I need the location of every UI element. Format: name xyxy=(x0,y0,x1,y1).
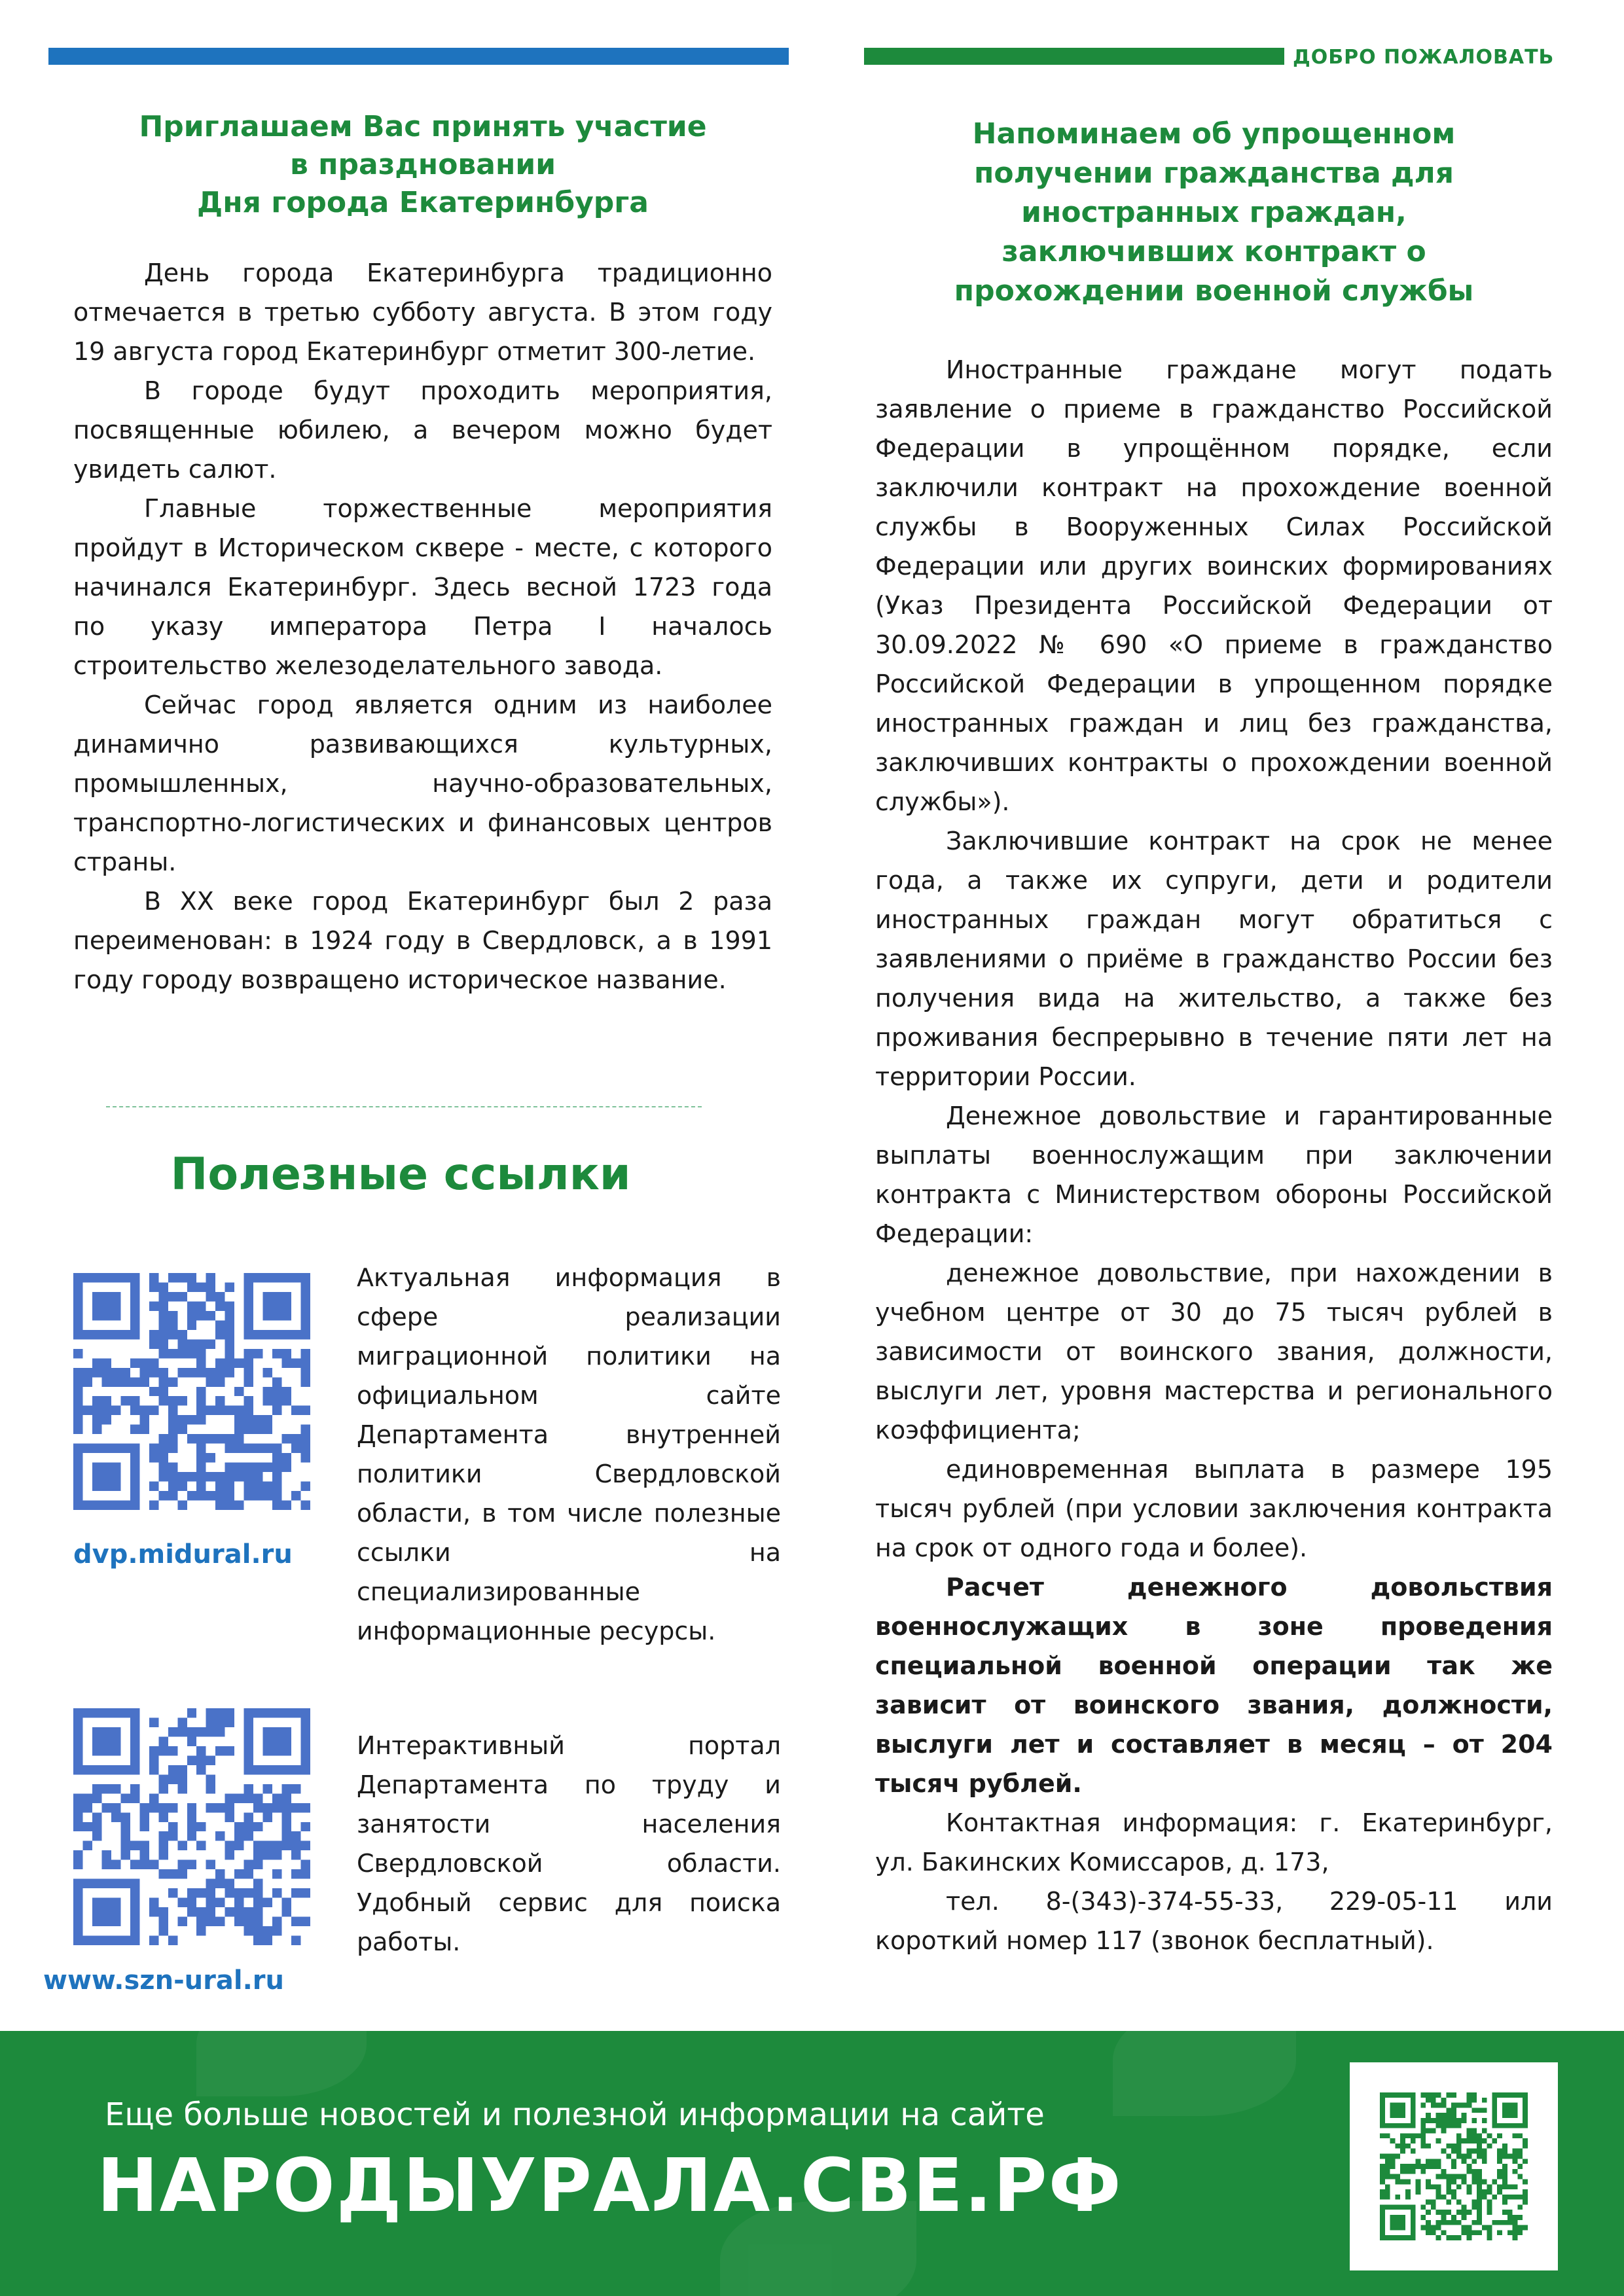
useful-links-title: Полезные ссылки xyxy=(170,1149,631,1200)
welcome-label: ДОБРО ПОЖАЛОВАТЬ xyxy=(1293,46,1555,69)
left-title xyxy=(73,108,772,222)
header-bar-green xyxy=(864,48,1284,65)
left-title-line: в праздновании xyxy=(289,148,556,181)
contact-phone: тел. 8-(343)-374-55-33, 229-05-11 или короткий номер 117 (звонок бесплатный). xyxy=(875,1887,1553,1955)
left-column xyxy=(73,108,772,999)
qr-code-icon[interactable] xyxy=(73,1708,310,1945)
section-divider xyxy=(106,1106,702,1107)
left-paragraph: В XX веке город Екатеринбург был 2 раза переименован: в 1924 году в Свердловск, а в 1991 году городу возвращено историческое название. xyxy=(73,887,772,994)
link-description: Интерактивный портал Департамента по труду и занятости населения Свердловской области. Удобный сервис для поиска работы. xyxy=(357,1731,781,1956)
right-column xyxy=(875,108,1553,1960)
left-paragraph: Главные торжественные мероприятия пройдут в Историческом сквере - месте, с которого начинался Екатеринбург. Здесь весной 1723 года по указу императора Петра I началось строительство железоделательного завода. xyxy=(73,494,772,680)
qr-code-icon[interactable] xyxy=(73,1273,310,1510)
left-paragraph: Сейчас город является одним из наиболее динамично развивающихся культурных, промышленных, научно-образовательных, транспортно-логистических и финансовых центров страны. xyxy=(73,691,772,876)
link-url-dvp[interactable]: dvp.midural.ru xyxy=(73,1539,293,1570)
contact-info: Контактная информация: г. Екатеринбург, ул. Бакинских Комиссаров, д. 173, xyxy=(875,1808,1553,1876)
left-title-line: Дня города Екатеринбурга xyxy=(197,186,649,219)
qr-code-icon[interactable] xyxy=(1350,2062,1558,2270)
left-paragraph: В городе будут проходить мероприятия, посвященные юбилею, а вечером можно будет увидеть салют. xyxy=(73,376,772,484)
right-title-line: заключивших контракт о xyxy=(1001,235,1426,268)
link-url-szn[interactable]: www.szn-ural.ru xyxy=(43,1965,284,1996)
right-paragraph: Заключившие контракт на срок не менее года, а также их супруги, дети и родители иностранных граждан могут обратиться с заявлениями о приёме в гражданство России без получения вида на жительство, а также без проживания беспрерывно в течение пяти лет на территории России. xyxy=(875,827,1553,1091)
left-paragraph: День города Екатеринбурга традиционно отмечается в третью субботу августа. В этом году 19 августа город Екатеринбург отметит 300-летие. xyxy=(73,259,772,366)
right-paragraph: Иностранные граждане могут подать заявление о приеме в гражданство Российской Федерации в упрощённом порядке, если заключили контракт на прохождение военной службы в Вооруженных Силах Российской Федерации или других воинских формированиях (Указ Президента Российской Федерации от 30.09.2022 № 690 «О приеме в гражданство Российской Федерации в упрощенном порядке иностранных граждан и лиц без гражданства, заключивших контракты о прохождении военной службы»). xyxy=(875,355,1553,816)
right-title-line: Напоминаем об упрощенном xyxy=(972,117,1456,151)
left-title-line: Приглашаем Вас принять участие xyxy=(139,110,707,143)
right-title-line: иностранных граждан, xyxy=(1021,196,1407,229)
leaf-decoration xyxy=(196,2031,367,2096)
footer-subtitle: Еще больше новостей и полезной информации на сайте xyxy=(105,2096,1045,2133)
leaf-decoration xyxy=(1113,2031,1296,2116)
footer-banner xyxy=(0,2031,1624,2296)
right-paragraph: денежное довольствие, при нахождении в учебном центре от 30 до 75 тысяч рублей в зависимости от воинского звания, должности, выслуги лет, уровня мастерства и регионального коэффициента; xyxy=(875,1259,1553,1444)
header-bar-blue xyxy=(48,48,789,65)
right-title xyxy=(875,115,1553,311)
right-title-line: прохождении военной службы xyxy=(954,274,1474,308)
link-description: Актуальная информация в сфере реализации миграционной политики на официальном сайте Департамента внутренней политики Свердловской области, в том числе полезные ссылки на специализированные информационные ресурсы. xyxy=(357,1263,781,1645)
footer-site-link[interactable]: НАРОДЫУРАЛА.СВЕ.РФ xyxy=(97,2144,1123,2229)
right-title-line: получении гражданства для xyxy=(973,156,1454,190)
right-paragraph-bold: Расчет денежного довольствия военнослужащих в зоне проведения специальной военной операции так же зависит от воинского звания, должности, выслуги лет и составляет в месяц – от 204 тысяч рублей. xyxy=(875,1573,1553,1798)
right-paragraph: единовременная выплата в размере 195 тысяч рублей (при условии заключения контракта на срок от одного года и более). xyxy=(875,1455,1553,1562)
right-paragraph: Денежное довольствие и гарантированные выплаты военнослужащим при заключении контракта с Министерством обороны Российской Федерации: xyxy=(875,1102,1553,1248)
